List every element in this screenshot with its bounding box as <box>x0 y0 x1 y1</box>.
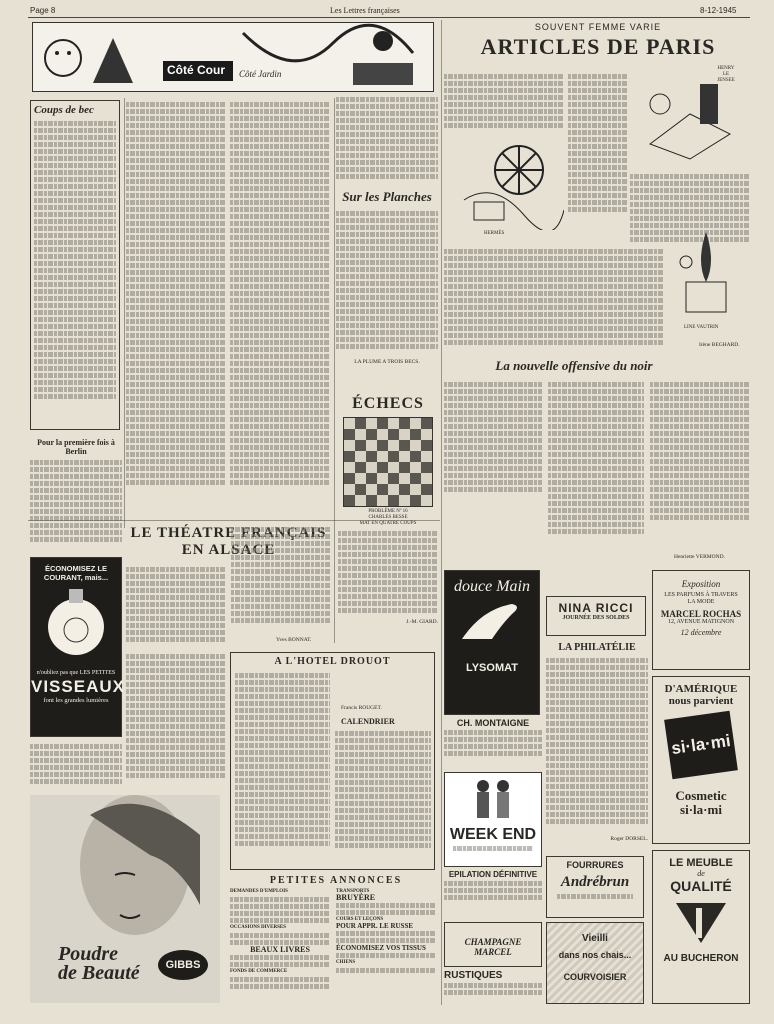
articles-paris-text-4 <box>444 247 664 347</box>
bucheron-ad <box>652 850 750 1004</box>
fourrures-title: FOURRURES <box>566 860 624 870</box>
chess-square <box>377 473 388 484</box>
offensive-text-1 <box>444 380 542 510</box>
drouot-box <box>230 652 435 870</box>
chess-square <box>344 484 356 495</box>
offensive-text-3 <box>650 380 750 545</box>
page-number: Page 8 <box>30 6 56 15</box>
weekend-figures <box>463 776 523 821</box>
chess-square <box>410 495 421 507</box>
chess-square <box>410 418 421 430</box>
banner-subtitle: Côté Jardin <box>239 69 282 79</box>
chess-square <box>344 440 356 451</box>
chess-square <box>421 418 433 430</box>
montaigne-ad <box>444 718 542 768</box>
silami-top: D'AMÉRIQUE nous parvient <box>664 683 738 707</box>
courvoisier-line-2: dans nos chais... <box>558 950 632 960</box>
chess-square <box>355 418 366 430</box>
rochas-address: 12, AVENUE MATIGNON <box>667 619 735 625</box>
annonces-pour-appr: POUR APPR. LE RUSSE <box>336 922 414 930</box>
chess-square <box>399 418 410 430</box>
articles-paris-kicker: SOUVENT FEMME VARIE <box>534 22 662 32</box>
column-text-a <box>126 100 226 520</box>
chess-square <box>377 462 388 473</box>
annonces-section-1: DEMANDES D'EMPLOIS <box>230 889 288 894</box>
chess-square <box>377 484 388 495</box>
chess-square <box>410 473 421 484</box>
chess-square <box>388 451 399 462</box>
epilation-title: EPILATION DÉFINITIVE <box>448 870 538 879</box>
echecs-title: ÉCHECS <box>352 395 424 412</box>
rochas-date: 12 décembre <box>680 628 722 637</box>
nina-ricci-ad <box>546 596 646 636</box>
chess-square <box>355 451 366 462</box>
lysomat-brand: LYSOMAT <box>466 662 518 674</box>
chess-square <box>399 462 410 473</box>
douce-main-title: douce Main <box>454 578 530 595</box>
chess-square <box>344 429 356 440</box>
chess-square <box>410 440 421 451</box>
premiere-fois-title: Pour la première fois à Berlin <box>37 438 115 456</box>
annonces-section-5: COURS ET LEÇONS <box>336 917 384 922</box>
chess-square <box>388 473 399 484</box>
rochas-ad <box>652 570 750 670</box>
montaigne-text <box>444 728 542 764</box>
epilation-text <box>444 879 542 909</box>
banner-illustration <box>32 22 434 92</box>
douce-main-ad <box>444 570 540 715</box>
echecs-caption-1: PROBLÈME Nº 16 <box>368 509 408 514</box>
chess-square <box>355 462 366 473</box>
chess-square <box>366 462 377 473</box>
theatre-title: LE THÉATRE FRANÇAIS EN ALSACE <box>130 525 327 558</box>
chess-square <box>399 451 410 462</box>
bucheron-line-1: LE MEUBLE <box>669 857 733 869</box>
chess-square <box>366 440 377 451</box>
chess-board <box>343 417 433 507</box>
annonces-left-column <box>230 889 330 991</box>
chess-square <box>399 473 410 484</box>
chess-square <box>377 440 388 451</box>
articles-paris-text-1 <box>444 72 564 142</box>
theatre-text-2 <box>231 525 331 635</box>
premiere-fois-section <box>30 438 122 553</box>
gibbs-title-1: Poudre <box>58 943 118 965</box>
chess-square <box>344 418 356 430</box>
articles-paris-title: ARTICLES DE PARIS <box>480 34 716 59</box>
hand-illustration <box>452 594 532 649</box>
chess-square <box>377 429 388 440</box>
chess-square <box>388 429 399 440</box>
marcel-title: CHAMPAGNE MARCEL <box>464 937 522 957</box>
echecs-caption-2: CHARLES BESSE <box>368 515 408 520</box>
drouot-text <box>235 671 330 866</box>
annonces-beaux-livres: BEAUX LIVRES <box>250 945 310 954</box>
chess-square <box>410 484 421 495</box>
annonces-section-4: TRANSPORTS <box>336 889 370 894</box>
silami-ad <box>652 676 750 844</box>
articles-paris-signature: Irène BEGHARD. <box>699 342 740 348</box>
chess-square <box>355 429 366 440</box>
chess-square <box>421 440 433 451</box>
drouot-title: A L'HOTEL DROUOT <box>274 656 391 667</box>
chess-square <box>355 473 366 484</box>
silami-foot: Cosmetic si·la·mi <box>675 788 727 817</box>
courvoisier-brand: COURVOISIER <box>563 972 627 982</box>
chess-square <box>366 484 377 495</box>
chess-square <box>377 495 388 507</box>
banner-title: Côté Cour <box>167 63 225 77</box>
sur-les-planches-section <box>336 95 438 385</box>
chess-square <box>421 473 433 484</box>
axe-icon <box>666 898 736 948</box>
drouot-calendar: CALENDRIER <box>341 717 395 726</box>
rustiques-text <box>444 981 542 1001</box>
lightbulb-icon <box>41 585 111 665</box>
premiere-fois-text <box>30 458 122 548</box>
chess-square <box>399 429 410 440</box>
planches-text <box>336 209 438 359</box>
fourrures-ad <box>546 856 644 918</box>
issue-date: 8-12-1945 <box>700 6 737 15</box>
philatelie-signature: Roger DORSEL. <box>610 836 648 842</box>
chess-square <box>344 495 356 507</box>
chess-square <box>421 462 433 473</box>
bucheron-brand: AU BUCHERON <box>663 953 739 964</box>
column-text-d <box>126 652 226 792</box>
chess-square <box>388 418 399 430</box>
column-text-b <box>230 100 330 520</box>
visseaux-brand: VISSEAUX <box>31 677 125 696</box>
chess-square <box>399 484 410 495</box>
chess-square <box>355 484 366 495</box>
chess-square <box>366 473 377 484</box>
weekend-title: WEEK END <box>449 826 537 843</box>
coups-de-bec-title: Coups de bec <box>34 104 94 116</box>
nina-ricci-line: JOURNÉE DES SOLDES <box>562 615 630 621</box>
chess-square <box>344 473 356 484</box>
chess-square <box>421 495 433 507</box>
chess-square <box>355 495 366 507</box>
rustiques-title: RUSTIQUES <box>444 970 503 981</box>
annonces-section-3: FONDS DE COMMERCE <box>230 969 288 974</box>
courvoisier-line-1: Vieilli <box>582 933 608 944</box>
visseaux-bottom: font les grandes lumières <box>43 697 109 704</box>
perfume-illustration <box>630 74 750 164</box>
offensive-title: La nouvelle offensive du noir <box>495 358 653 373</box>
coups-de-bec-box <box>30 100 120 430</box>
offensive-section <box>444 358 752 568</box>
rochas-brand: MARCEL ROCHAS <box>660 609 742 619</box>
bucheron-line-3: QUALITÉ <box>670 878 732 894</box>
chess-square <box>399 495 410 507</box>
theatre-signature: Yves BONNAT. <box>276 637 312 643</box>
annonces-section-2: OCCASIONS DIVERSES <box>230 925 286 930</box>
chess-square <box>366 451 377 462</box>
chess-square <box>366 429 377 440</box>
planches-signature: LA PLUME A TROIS BECS. <box>354 359 420 365</box>
chess-square <box>388 440 399 451</box>
visseaux-top: ÉCONOMISEZ LE COURANT, mais... <box>43 564 109 582</box>
rochas-line-1: Exposition <box>681 579 721 589</box>
philatelie-section <box>546 642 648 852</box>
philatelie-text <box>546 656 648 836</box>
chess-square <box>388 484 399 495</box>
chess-square <box>421 451 433 462</box>
chess-square <box>421 429 433 440</box>
articles-paris-byline: HENRY LE JENSEE <box>717 66 735 83</box>
articles-paris-text-2 <box>568 72 628 242</box>
planches-title: Sur les Planches <box>342 189 432 204</box>
chess-square <box>410 451 421 462</box>
annonces-right-column <box>336 889 436 975</box>
gibbs-ad <box>30 795 220 1003</box>
banner-drawing <box>33 23 434 92</box>
chess-square <box>355 440 366 451</box>
weekend-ad <box>444 772 542 867</box>
masthead: Les Lettres françaises <box>330 6 400 15</box>
offensive-text-2 <box>548 380 644 560</box>
drouot-signature: Francis ROUGET. <box>341 705 382 711</box>
hermes-caption: HERMÈS <box>484 231 505 236</box>
bucheron-line-2: de <box>697 869 705 878</box>
line-vautrin-illustration <box>666 222 746 322</box>
epilation-ad <box>444 870 542 920</box>
annonces-section <box>230 875 442 1005</box>
rustiques-ad <box>444 970 542 1004</box>
chess-square <box>388 495 399 507</box>
chess-square <box>399 440 410 451</box>
echecs-signature: J.-M. GIARD. <box>406 619 438 625</box>
annonces-section-6: CHIENS <box>336 960 356 965</box>
philatelie-title: LA PHILATÉLIE <box>558 642 636 653</box>
hermes-illustration <box>454 140 564 230</box>
offensive-signature: Henriette VERMOND. <box>674 554 725 560</box>
silami-brand: si·la·mi <box>664 711 738 780</box>
montaigne-brand: CH. MONTAIGNE <box>456 718 530 728</box>
theatre-section <box>126 525 438 650</box>
annonces-title: PETITES ANNONCES <box>269 875 403 886</box>
rochas-line-2: LES PARFUMS À TRAVERS LA MODE <box>664 592 738 605</box>
chess-square <box>366 495 377 507</box>
chess-square <box>421 484 433 495</box>
annonces-bruyere: BRUYÈRE <box>336 893 376 902</box>
nina-ricci-brand: NINA RICCI <box>558 601 634 615</box>
chess-square <box>410 429 421 440</box>
fourrures-brand: Andrébrun <box>560 874 630 890</box>
chess-square <box>388 462 399 473</box>
visseaux-mid: n'oubliez pas que LES PETITES <box>36 670 116 676</box>
line-vautrin-caption: LINE VAUTRIN <box>684 325 719 330</box>
echecs-caption-3: MAT EN QUATRE COUPS <box>359 521 417 526</box>
gibbs-title-2: de Beauté <box>58 962 140 984</box>
gibbs-brand: GIBBS <box>158 950 208 980</box>
theatre-text-1 <box>126 565 226 647</box>
chess-square <box>410 462 421 473</box>
annonces-economisez: ÉCONOMISEZ VOS TISSUS <box>336 944 426 952</box>
coups-de-bec-text <box>34 119 116 419</box>
chess-square <box>344 462 356 473</box>
column-text-c <box>30 742 122 790</box>
chess-square <box>377 451 388 462</box>
drouot-calendar-text <box>335 729 431 865</box>
articles-paris-section <box>444 22 752 352</box>
chess-square <box>377 418 388 430</box>
champagne-marcel-ad <box>444 922 542 967</box>
chess-square <box>366 418 377 430</box>
chess-square <box>344 451 356 462</box>
courvoisier-ad <box>546 922 644 1004</box>
visseaux-ad <box>30 557 125 737</box>
planches-intro-text <box>336 95 438 185</box>
